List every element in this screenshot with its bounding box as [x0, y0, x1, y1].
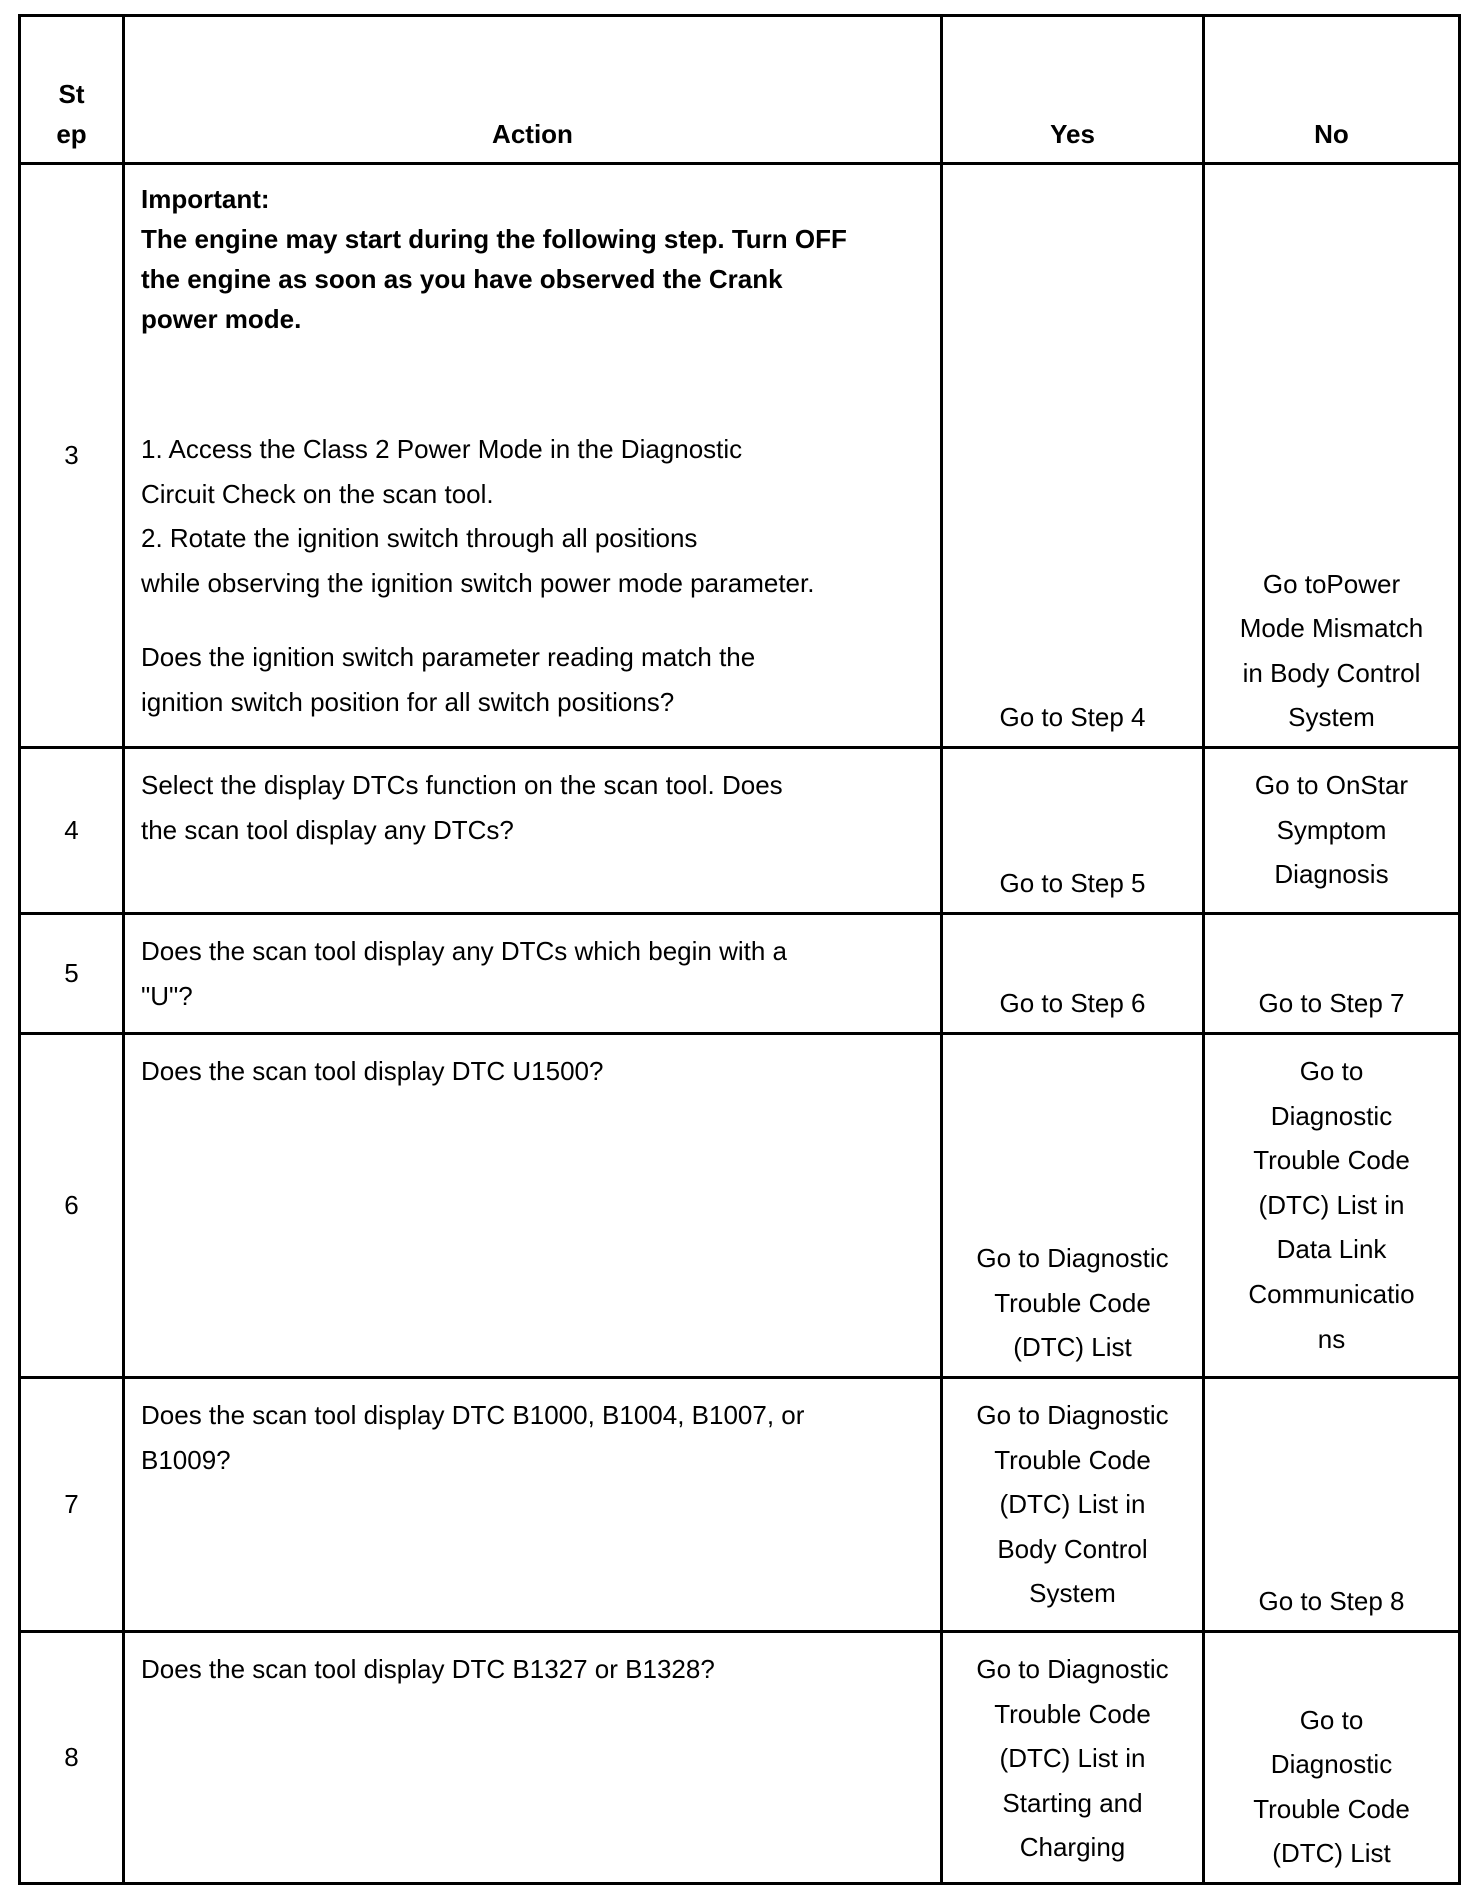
yes-result-line: Go to Diagnostic — [976, 1654, 1169, 1684]
no-result — [1204, 164, 1460, 748]
no-result-line: Go to — [1299, 1056, 1364, 1086]
yes-result-line: Trouble Code — [994, 1287, 1151, 1318]
yes-result-line: Body Control — [997, 1533, 1148, 1564]
header-no: No — [1204, 16, 1460, 164]
table-row — [20, 914, 1460, 1034]
step-number: 6 — [20, 1034, 124, 1378]
no-result-line: Trouble Code — [1253, 1145, 1410, 1176]
action-line: Circuit Check on the scan tool. — [141, 478, 494, 509]
yes-result — [942, 1378, 1204, 1632]
no-result-line: in Body Control — [1242, 657, 1421, 688]
header-step-line-2: ep — [56, 119, 87, 149]
table-row — [20, 1632, 1460, 1884]
no-result — [1204, 1034, 1460, 1378]
header-row — [20, 16, 1460, 164]
no-result-line: Trouble Code — [1253, 1793, 1410, 1824]
no-result-line: Diagnostic — [1270, 1749, 1393, 1780]
action-line: B1009? — [141, 1444, 231, 1475]
action-cell — [124, 164, 942, 748]
no-result-line: System — [1288, 702, 1375, 733]
header-step-line-1: St — [58, 79, 85, 109]
yes-result-line: (DTC) List in — [999, 1743, 1146, 1774]
action-cell — [124, 1034, 942, 1378]
no-result-line: Mode Mismatch — [1239, 613, 1424, 644]
question-line: ignition switch position for all switch positions? — [141, 686, 675, 717]
action-line: Does the scan tool display DTC B1327 or B1328? — [141, 1654, 715, 1684]
yes-result — [942, 914, 1204, 1034]
no-result-line: (DTC) List — [1272, 1838, 1391, 1869]
table-row — [20, 164, 1460, 748]
table-row — [20, 1034, 1460, 1378]
action-line: "U"? — [141, 980, 193, 1011]
step-number: 3 — [20, 164, 124, 748]
action-line: the scan tool display any DTCs? — [141, 814, 514, 845]
yes-result — [942, 1632, 1204, 1884]
table-body — [20, 164, 1460, 1884]
action-line: Does the scan tool display any DTCs which begin with a — [141, 936, 787, 966]
action-line: while observing the ignition switch power mode parameter. — [141, 567, 815, 598]
no-result-line: Go to OnStar — [1254, 770, 1409, 800]
yes-result — [942, 1034, 1204, 1378]
action-cell — [124, 748, 942, 914]
action-cell — [124, 1632, 942, 1884]
no-result-line: Go to Step 8 — [1258, 1586, 1405, 1617]
no-result-line: Symptom — [1276, 814, 1387, 845]
no-result-line: Data Link — [1276, 1234, 1387, 1265]
diagnostic-table — [18, 14, 1461, 1885]
no-result — [1204, 914, 1460, 1034]
no-result — [1204, 1378, 1460, 1632]
yes-result-line: (DTC) List in — [999, 1489, 1146, 1520]
yes-result-line: Go to Diagnostic — [976, 1400, 1169, 1430]
yes-result-line: Charging — [1019, 1832, 1126, 1863]
step-number: 5 — [20, 914, 124, 1034]
table-row — [20, 748, 1460, 914]
yes-result-line: Starting and — [1002, 1787, 1143, 1818]
yes-result — [942, 164, 1204, 748]
no-result-line: Go to Step 7 — [1258, 988, 1405, 1019]
action-line: Does the scan tool display DTC U1500? — [141, 1056, 604, 1086]
action-line: 1. Access the Class 2 Power Mode in the Diagnostic — [141, 434, 743, 464]
action-line: Does the scan tool display DTC B1000, B1004, B1007, or — [141, 1400, 805, 1430]
yes-result-line: Go to Step 4 — [999, 702, 1146, 733]
important-note-line: The engine may start during the following step. Turn OFF — [141, 224, 847, 254]
no-result-line: Go to — [1299, 1704, 1364, 1735]
action-cell — [124, 914, 942, 1034]
no-result-line: ns — [1317, 1323, 1346, 1354]
step-number: 7 — [20, 1378, 124, 1632]
important-note-line: power mode. — [141, 304, 302, 334]
yes-result-line: Trouble Code — [994, 1444, 1151, 1475]
header-action: Action — [124, 16, 942, 164]
yes-result — [942, 748, 1204, 914]
action-cell — [124, 1378, 942, 1632]
table-row — [20, 1378, 1460, 1632]
no-result-line: Go toPower — [1262, 568, 1401, 599]
question-line: Does the ignition switch parameter reading match the — [141, 642, 756, 673]
yes-result-line: Trouble Code — [994, 1698, 1151, 1729]
step-number: 8 — [20, 1632, 124, 1884]
no-result — [1204, 748, 1460, 914]
no-result-line: Diagnosis — [1274, 859, 1389, 890]
action-line: 2. Rotate the ignition switch through all positions — [141, 523, 698, 554]
yes-result-line: (DTC) List — [1013, 1332, 1132, 1363]
yes-result-line: Go to Diagnostic — [976, 1243, 1169, 1274]
important-note-line: the engine as soon as you have observed the Crank — [141, 264, 783, 294]
header-yes: Yes — [942, 16, 1204, 164]
no-result — [1204, 1632, 1460, 1884]
header-step — [20, 16, 124, 164]
yes-result-line: System — [1029, 1578, 1116, 1609]
important-title: Important: — [141, 184, 270, 214]
step-number: 4 — [20, 748, 124, 914]
yes-result-line: Go to Step 5 — [999, 868, 1146, 899]
no-result-line: Diagnostic — [1270, 1100, 1393, 1131]
action-line: Select the display DTCs function on the scan tool. Does — [141, 770, 783, 800]
no-result-line: Communicatio — [1248, 1278, 1415, 1309]
no-result-line: (DTC) List in — [1258, 1189, 1405, 1220]
yes-result-line: Go to Step 6 — [999, 988, 1146, 1019]
